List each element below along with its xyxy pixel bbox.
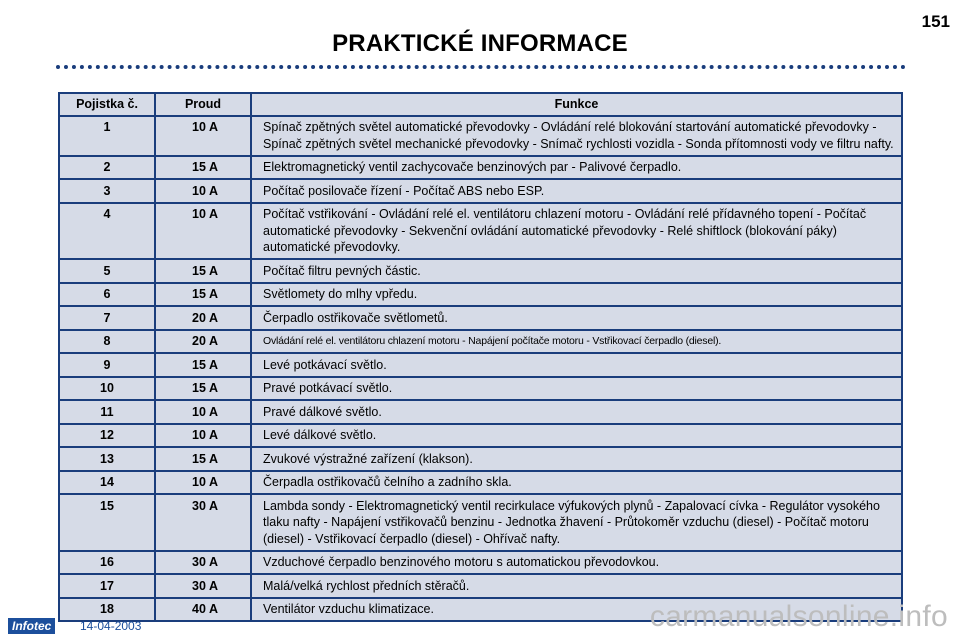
- table-row: [59, 574, 902, 598]
- table-row: [59, 494, 902, 551]
- fuse-number: 8: [59, 330, 155, 354]
- table-row: [59, 400, 902, 424]
- table-row: [59, 306, 902, 330]
- fuse-number: 18: [59, 598, 155, 622]
- fuse-number: 12: [59, 424, 155, 448]
- table-row: [59, 353, 902, 377]
- fuse-current: 10 A: [155, 400, 251, 424]
- fuse-number: 11: [59, 400, 155, 424]
- fuse-number: 1: [59, 116, 155, 156]
- fuse-function: Počítač posilovače řízení - Počítač ABS nebo ESP.: [251, 179, 902, 203]
- header-fuse: Pojistka č.: [59, 93, 155, 116]
- table-row: [59, 551, 902, 575]
- fuse-function: Lambda sondy - Elektromagnetický ventil recirkulace výfukových plynů - Zapalovací cívka - Regulátor vysokého tlaku nafty - Napájení vstřikovačů benzinu - Jednotka žhavení - Průtokoměr vzduchu (diesel) - Počítač motoru (diesel) - Vstřikovací čerpadlo (diesel) - Ohřívač nafty.: [251, 494, 902, 551]
- fuse-current: 15 A: [155, 283, 251, 307]
- table-row: [59, 116, 902, 156]
- fuse-function: Zvukové výstražné zařízení (klakson).: [251, 447, 902, 471]
- fuse-current: 15 A: [155, 447, 251, 471]
- fuse-number: 10: [59, 377, 155, 401]
- fuse-current: 15 A: [155, 156, 251, 180]
- fuse-number: 2: [59, 156, 155, 180]
- fuse-current: 10 A: [155, 203, 251, 260]
- fuse-current: 20 A: [155, 330, 251, 354]
- watermark: carmanualsonline.info: [649, 600, 948, 633]
- page-number: 151: [921, 12, 950, 31]
- footer-date: 14-04-2003: [80, 619, 142, 633]
- fuse-function: Ventilátor vzduchu klimatizace.: [251, 598, 902, 622]
- fuse-function: Vzduchové čerpadlo benzinového motoru s automatickou převodovkou.: [251, 551, 902, 575]
- fuse-number: 17: [59, 574, 155, 598]
- fuse-function: Světlomety do mlhy vpředu.: [251, 283, 902, 307]
- fuse-current: 10 A: [155, 116, 251, 156]
- fuse-function: Levé dálkové světlo.: [251, 424, 902, 448]
- fuse-current: 40 A: [155, 598, 251, 622]
- table-row: [59, 377, 902, 401]
- fuse-function: Pravé potkávací světlo.: [251, 377, 902, 401]
- fuse-function: Malá/velká rychlost předních stěračů.: [251, 574, 902, 598]
- fuse-current: 30 A: [155, 551, 251, 575]
- table-row: [59, 156, 902, 180]
- fuse-current: 30 A: [155, 494, 251, 551]
- fuse-number: 5: [59, 259, 155, 283]
- fuse-function: Elektromagnetický ventil zachycovače benzinových par - Palivové čerpadlo.: [251, 156, 902, 180]
- fuse-number: 4: [59, 203, 155, 260]
- fuse-function: Počítač vstřikování - Ovládání relé el. ventilátoru chlazení motoru - Ovládání relé přídavného topení - Počítač automatické převodovky - Sekvenční ovládání automatické převodovky - Relé shiftlock (blokování páky) automatické převodovky.: [251, 203, 902, 260]
- fuse-number: 15: [59, 494, 155, 551]
- fuse-number: 14: [59, 471, 155, 495]
- fuse-current: 10 A: [155, 179, 251, 203]
- table-row: [59, 330, 902, 354]
- fuse-number: 7: [59, 306, 155, 330]
- fuse-number: 6: [59, 283, 155, 307]
- fuse-function: Levé potkávací světlo.: [251, 353, 902, 377]
- header-current: Proud: [155, 93, 251, 116]
- header-function: Funkce: [251, 93, 902, 116]
- fuse-function: Čerpadla ostřikovačů čelního a zadního skla.: [251, 471, 902, 495]
- fuse-current: 15 A: [155, 377, 251, 401]
- table-row: [59, 447, 902, 471]
- table-row: [59, 259, 902, 283]
- fuse-function: Počítač filtru pevných částic.: [251, 259, 902, 283]
- table-header-row: [59, 93, 902, 116]
- fuse-function: Pravé dálkové světlo.: [251, 400, 902, 424]
- fuse-function: Spínač zpětných světel automatické převodovky - Ovládání relé blokování startování automatické převodovky - Spínač zpětných světel mechanické převodovky - Snímač rychlosti vozidla - Sonda přítomnosti vody ve filtru nafty.: [251, 116, 902, 156]
- table-row: [59, 283, 902, 307]
- fuse-number: 16: [59, 551, 155, 575]
- fuse-current: 20 A: [155, 306, 251, 330]
- fuse-table: [58, 92, 903, 622]
- fuse-current: 15 A: [155, 259, 251, 283]
- fuse-number: 13: [59, 447, 155, 471]
- fuse-current: 15 A: [155, 353, 251, 377]
- fuse-current: 10 A: [155, 471, 251, 495]
- table-row: [59, 471, 902, 495]
- table-row: [59, 179, 902, 203]
- table-row: [59, 203, 902, 260]
- fuse-current: 30 A: [155, 574, 251, 598]
- page-title: PRAKTICKÉ INFORMACE: [332, 30, 628, 57]
- fuse-number: 3: [59, 179, 155, 203]
- table-row: [59, 424, 902, 448]
- infotec-logo: Infotec: [8, 618, 55, 634]
- title-dotted-rule: [56, 65, 906, 69]
- fuse-function: Ovládání relé el. ventilátoru chlazení motoru - Napájení počítače motoru - Vstřikovací čerpadlo (diesel).: [251, 330, 902, 354]
- fuse-number: 9: [59, 353, 155, 377]
- fuse-current: 10 A: [155, 424, 251, 448]
- fuse-function: Čerpadlo ostřikovače světlometů.: [251, 306, 902, 330]
